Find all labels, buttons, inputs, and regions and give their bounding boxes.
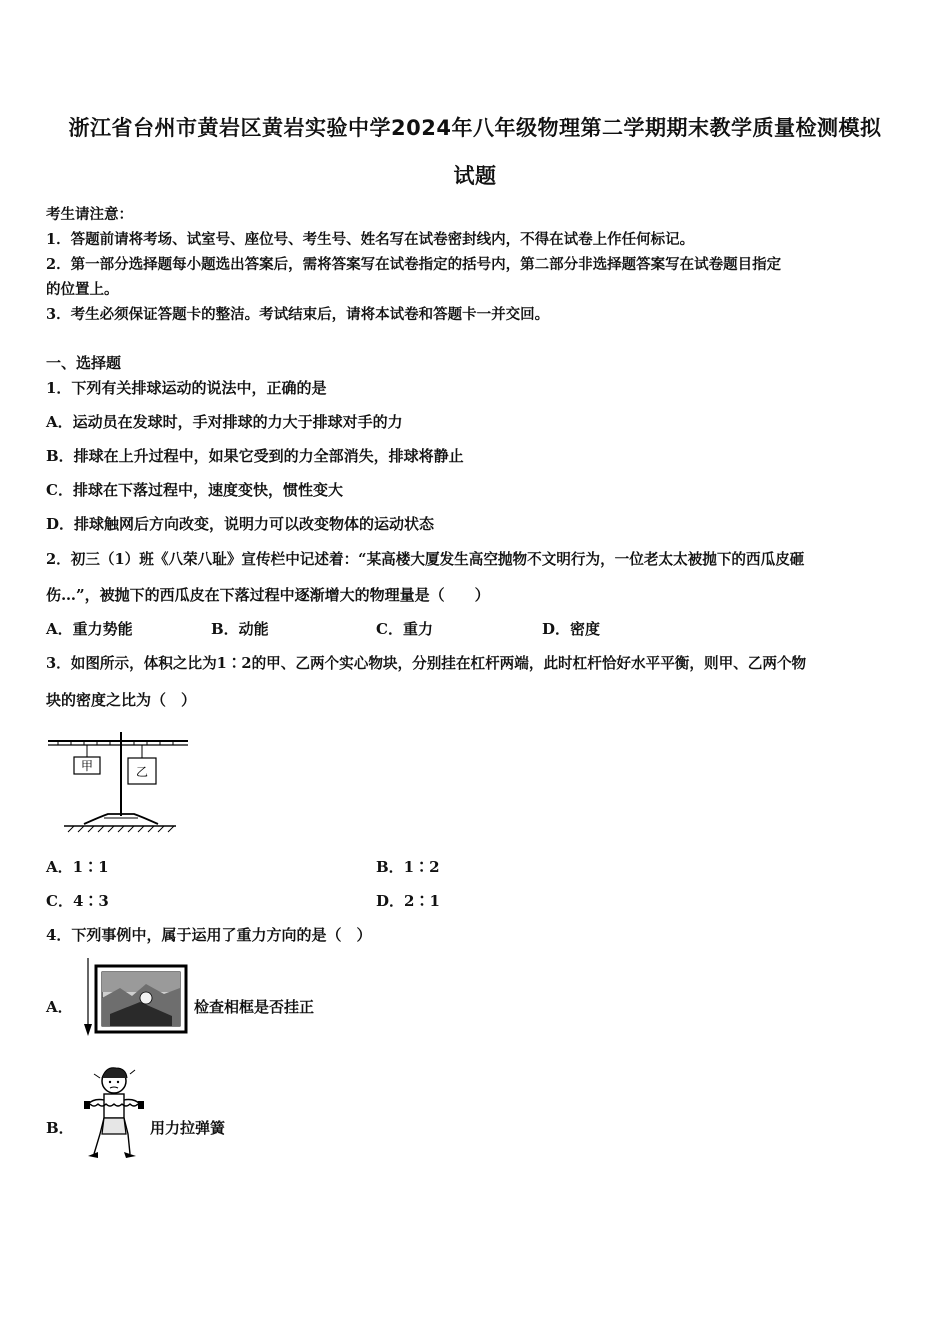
- block-yi-label: 乙: [135, 765, 149, 779]
- notice-heading: 考生请注意：: [46, 206, 133, 223]
- ground-hatching: [68, 826, 174, 832]
- q2-option-d: D．密度: [542, 620, 601, 638]
- q3-stem-line2: 块的密度之比为（ ）: [46, 691, 197, 709]
- block-jia-label: 甲: [80, 759, 94, 773]
- q2-option-a: A．重力势能: [46, 620, 133, 638]
- q3-option-d: D．2∶1: [376, 892, 440, 910]
- exam-title-line2: 试题: [453, 164, 497, 188]
- q2-stem-line2: 伤…”，被抛下的西瓜皮在下落过程中逐渐增大的物理量是（ ）: [46, 586, 490, 604]
- lever-diagram: [44, 728, 194, 834]
- exam-title-line1: 浙江省台州市黄岩区黄岩实验中学2024年八年级物理第二学期期末教学质量检测模拟: [68, 116, 882, 140]
- q4-option-a-text: 检查相框是否挂正: [194, 998, 315, 1016]
- q3-option-a: A．1∶1: [46, 858, 109, 876]
- q2-option-c: C．重力: [376, 620, 433, 638]
- person-body: [104, 1094, 124, 1118]
- notice-item-2: 2．第一部分选择题每小题选出答案后，需将答案写在试卷指定的括号内，第二部分非选择题答案写在试卷题目指定: [46, 256, 782, 273]
- q4-option-b-text: 用力拉弹簧: [150, 1119, 226, 1137]
- plumb-frame-illustration: [80, 958, 190, 1042]
- q2-stem-line1: 2．初三（1）班《八荣八耻》宣传栏中记述着：“某高楼大厦发生高空抛物不文明行为，一位老太太被抛下的西瓜皮砸: [46, 551, 805, 568]
- q3-option-c: C．4∶3: [46, 892, 109, 910]
- q4-stem: 4．下列事例中，属于运用了重力方向的是（ ）: [46, 926, 372, 944]
- section-heading: 一、选择题: [46, 354, 122, 372]
- q1-option-d: D．排球触网后方向改变，说明力可以改变物体的运动状态: [46, 515, 435, 533]
- notice-item-3: 3．考生必须保证答题卡的整洁。考试结束后，请将本试卷和答题卡一并交回。: [46, 306, 550, 323]
- q3-option-b: B．1∶2: [376, 858, 440, 876]
- q3-stem-line1: 3．如图所示，体积之比为1∶2的甲、乙两个实心物块，分别挂在杠杆两端，此时杠杆恰好水平平衡，则甲、乙两个物: [46, 655, 807, 672]
- q1-stem: 1．下列有关排球运动的说法中，正确的是: [46, 379, 327, 397]
- q2-option-b: B．动能: [211, 620, 269, 638]
- q4-option-b-label: B．: [46, 1119, 74, 1137]
- notice-item-1: 1．答题前请将考场、试室号、座位号、考生号、姓名写在试卷密封线内，不得在试卷上作任何标记。: [46, 231, 695, 248]
- q1-option-a: A．运动员在发球时，手对排球的力大于排球对手的力: [46, 413, 403, 431]
- q1-option-b: B．排球在上升过程中，如果它受到的力全部消失，排球将静止: [46, 447, 464, 465]
- notice-item-2-cont: 的位置上。: [46, 281, 119, 298]
- spring-pulling-illustration: [80, 1064, 146, 1164]
- q1-option-c: C．排球在下落过程中，速度变快，惯性变大: [46, 481, 343, 499]
- plumb-bob: [84, 1024, 92, 1036]
- q4-option-a-label: A．: [46, 998, 73, 1016]
